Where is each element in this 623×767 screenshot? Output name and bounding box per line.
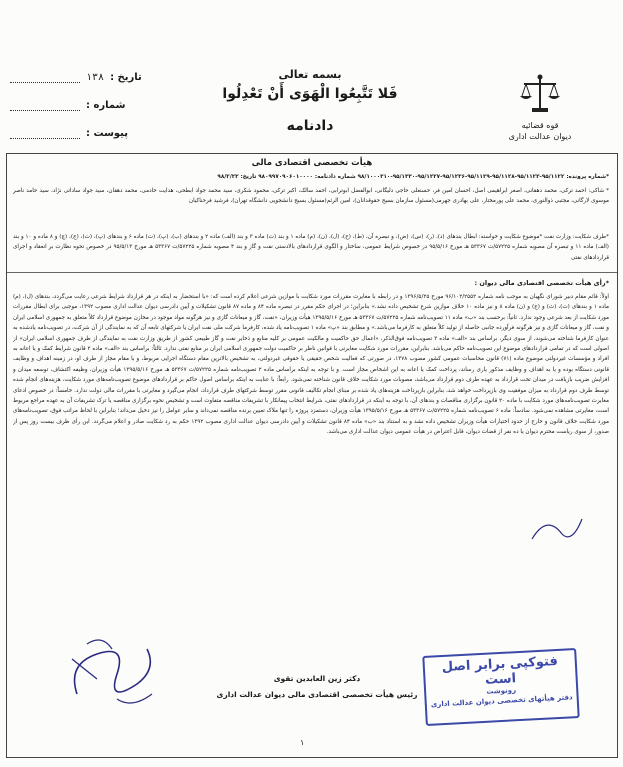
attachment-dots — [10, 128, 80, 139]
date-field — [10, 72, 142, 83]
attachment-label: پیوست : — [86, 128, 129, 139]
case-line: *شماره پرونده: ۹۵/۱۱۲۲-۹۵/۱۱۲۳-۹۵/۱۱۲۸-۹۵/۱۱۲۹-۹۵/۱۲۳۶-۹۵/۱۲۲۷-۹۵/۱۳۳۰-۹۸/۱۰۰۰۳۱۰ شماره دادنامه: ۹۸۰۹۹۷۰۹۰۶۰۱۰۰۰۰ تاریخ: ۹۸/۲/۲۳ — [217, 174, 609, 180]
page-number: ۱ — [300, 738, 305, 747]
section-divider — [7, 272, 617, 273]
signer-title: رئیس هیأت تخصصی اقتصادی مالی دیوان عدالت اداری — [216, 690, 418, 699]
board-title: هیأت تخصصی اقتصادی مالی — [251, 158, 373, 168]
verse — [180, 86, 440, 102]
date-dots — [10, 72, 80, 83]
number-label: شماره : — [86, 100, 126, 111]
number-dots — [10, 100, 80, 111]
initials-mark — [527, 509, 587, 549]
signer-name: دکتر زین العابدین تقوی — [273, 674, 361, 683]
verse-text: فَلا تَتَّبِعُوا الْهَوَى أَنْ تَعْدِلُوا — [222, 86, 398, 102]
emblem-line2: دیوان عدالت اداری — [508, 132, 572, 141]
plaintiffs-line: * شاکی: احمد ترکی، محمد دهقانی، اصغر ابراهیمی اصل، احسان امین فر، حسنعلی حاجی دلیگانی، ابوالفضل ابوترابی، احمد سالک، اکبر ترکی، محمود شکری، سید محمد جواد ابطحی، هدایت خادمی، محمد دهقان، سید جواد ساداتی نژاد، سید حامد ناصر موسوی لارگانی، مجتبی ذوالنوری، محمد علی پورمختار، علی بهادری جهرمی(مسئول سازمان بسیج حقوقدانان)، امین الرئم(مسئول بسیج دانشجویی دانشگاه تهران)، فرشید فرحناکیان — [13, 188, 609, 205]
emblem-line1: قوه قضائیه — [521, 121, 559, 130]
doc-type-title — [180, 118, 440, 134]
stamp-line2: رونوشت — [486, 686, 517, 696]
doc-type-text: دادنامه — [286, 118, 334, 134]
scales-icon — [518, 72, 562, 116]
signature-scribble — [57, 624, 167, 714]
bismillah — [180, 68, 440, 81]
bismillah-text: بسمه تعالی — [278, 68, 342, 81]
opinion-paragraph: اولاً: قائم مقام دبیر شورای نگهبان به موجب نامه شماره ۹۶/۱۰۲/۲۵۵۲ مورخ ۱۳۹۶/۵/۲۵ و در رابطه با مغایرت مقررات مورد شکایت با موازین شرعی اعلام کرده است که: «با استحضار به اینکه در هر قرارداد شرایط شرعی رعایت می‌گردد، بندهای (ل)، (م) ماده ۱ و بندهای (ت)، (ث) و (ج) و (ن) ماده ۸ و نیز ماده ۱۰ خلاف موازین شرع تشخیص داده نشد.» بنابراین؛ در اجرای حکم مقرر در تبصره ماده ۸۴ و ماده ۸۷ قانون تشکیلات و آیین دادرسی دیوان عدالت اداری مصوب ۱۳۹۲، موجبی برای ابطال مقررات مورد شکایت از بعد شرعی وجود ندارد. ثانیاً: برحسب بند «ب» ماده ۱۱ تصویب‌نامه شماره ۵۷۲۲۵/ت ۵۳۳۶۷ هـ مورخ ۱۳۹۵/۵/۱۶ هیأت وزیران، «نفت، گاز و میعانات گازی و نیز هرگونه مواد موجود در مخازن موضوع قرارداد کلاً متعلق به جمهوری اسلامی ایران و نفت، گاز و میعانات گازی و نیز هرگونه فرآورده جانبی حاصله از تولید کلاً متعلق به کارفرما می‌باشد.» و مطابق بند «پ» ماده ۱ تصویب‌نامه یاد شده، کارفرما شرکت ملی نفت ایران یا شرکتهای تابعه آن که به نمایندگی از آن شرکت، در تصویب‌نامه یادشده به عنوان کارفرما شناخته می‌شوند، از سوی دیگر، براساس بند «الف» ماده ۳ تصویب‌نامه فوق‌الذکر، «اعمال حق حاکمیت و مالکیت عمومی بر کلیه منابع و ذخایر نفت و گاز طبیعی کشور از طریق وزارت نفت به نمایندگی از طرف جمهوری اسلامی ایران» از اصولی است که در تمامی قراردادهای موضوع این تصویب‌نامه حاکم می‌باشد. بنابراین، مقررات مورد شکایت مغایرتی با قوانین ناظر بر حاکمیت دولت جمهوری اسلامی ایران بر منابع نفتی ندارد. ثالثاً: براساس بند «الف» ماده ۲ قانون شرایط کمک و یا اعانه به افراد و مؤسسات غیردولتی موضوع ماده (۷۱) قانون محاسبات عمومی کشور مصوب ۱۳۷۸، در صورتی که فعالیت شخص حقیقی یا حقوقی غیردولتی، به تشخیص بالاترین مقام دستگاه اجرایی مربوط، و با مقام مجاز از طرف او، در زمینه اهداف و وظایف قانونی دستگاه بوده و یا به اهداف و وظایف مذکور یاری رساند، پرداخت کمک یا اعانه به این اشخاص مجاز است. و با توجه به اینکه براساس ماده ۲ تصویب‌نامه شماره ۵۷۲۲۵/ت ۵۳۳۶۷ هـ مورخ ۱۳۹۵/۵/۱۶ هیأت وزیران، وظیفه اکتشاف، توسعه میدان و افزایش ضریب بازیافت در میدان تحت قرارداد به عهده طرف دوم قرارداد می‌باشد، مصوبات مورد شکایت خلاف قانون شناخته نمی‌شود. رابعاً: با عنایت به اینکه براساس اصول حاکم بر قراردادهای موضوع تصویب‌نامه‌های مورد شکایت، هزینه‌های انجام شده توسط طرف دوم قرارداد به میزان موفقیت وی بازپرداخت خواهد شد، بنابراین بازپرداخت هزینه‌های یاد شده بر مبنای انجام تکالیف قانونی مقرر توسط شرکتهای طرف قرارداد، انجام می‌گیرد و مغایرتی با مقررات مالی دولت ندارد. خامساً: در خصوص ادعای مغایرت تصویب‌نامه‌های مورد شکایت با ماده ۲۰ قانون برگزاری مناقصات و بندهای آن، با توجه به اینکه در قراردادهای نفتی، شرایط انتخاب پیمانکار با تشریفات مناقصه متفاوت است و تشخیص نحوه برگزاری مناقصه یا ترک تشریفات آن به عهده مراجع مربوط است، مغایرتی مشاهده نمی‌شود. سادساً: ماده ۶ تصویب‌نامه شماره ۵۷۲۲۵/ت ۵۳۳۶۷ هـ مورخ ۱۳۹۵/۵/۱۶ هیأت وزیران، دستمزد پروژه را تنها ملاک تعیین برنده مناقصه نمی‌داند و سایر عوامل را نیز دخیل می‌داند؛ بنابراین با لحاظ مراتب فوق، تصویب‌نامه‌های مورد شکایت خلاف قانون و خارج از حدود اختیارات هیأت وزیران تشخیص داده نشد و به استناد بند «ب» ماده ۸۴ قانون تشکیلات و آیین دادرسی دیوان عدالت اداری مصوب ۱۳۹۲ حکم به رد شکایت صادر و اعلام می‌گردد. این رأی ظرف بیست روز پس از صدور، از سوی ریاست محترم دیوان یا ده نفر از قضات دیوان، قابل اعتراض در هیأت عمومی دیوان عدالت اداری می‌باشد. — [13, 294, 609, 436]
stamp-line3: دفتر هیأتهای تخصصی دیوان عدالت اداری — [430, 693, 573, 709]
defendant-line: *طرف شکایت: وزارت نفت *موضوع شکایت و خواسته: ابطال بندهای (د)، (ر)، (س)، (ض)، و تبصره آن، (ط)، (ح)، (ل)، (ن)، (م) ماده ۱ و بند (ت) ماده ۳ و بند (الف) ماده ۲ و بندهای (ب)، (پ)، (ت) ماده ۶ و بندهای (پ)، (ت)، (ج)، (چ) و ۸ ماده و ۱۰ و بند (الف) ماده ۱۱ و تبصره آن مصوبه شماره ۵۷۲۲۵/ت ۵۳۳۶۷ هـ مورخ ۹۵/۵/۱۶ در خصوص شرایط عمومی، ساختار و الگوی قراردادهای بالادستی نفت و گاز و بند ۴ مصوبه شماره ۵۷۲۲۵/ت ۵۳۳۶۷ هـ مورخ ۹۵/۵/۱۳ در خصوص نحوه نظارت بر انعقاد و اجرای قراردادهای نفتی — [13, 234, 609, 261]
date-label: تاریخ : — [110, 72, 142, 83]
judiciary-emblem — [485, 72, 595, 142]
number-field — [10, 100, 125, 111]
opinion-title: *رأی هیأت تخصصی اقتصادی مالی دیوان : — [474, 279, 609, 287]
certified-copy-stamp — [422, 648, 579, 726]
stamp-line1: فتوکپی برابر اصل است — [441, 654, 559, 688]
date-value: ۱۳۸ — [86, 72, 105, 83]
attachment-field — [10, 128, 128, 139]
